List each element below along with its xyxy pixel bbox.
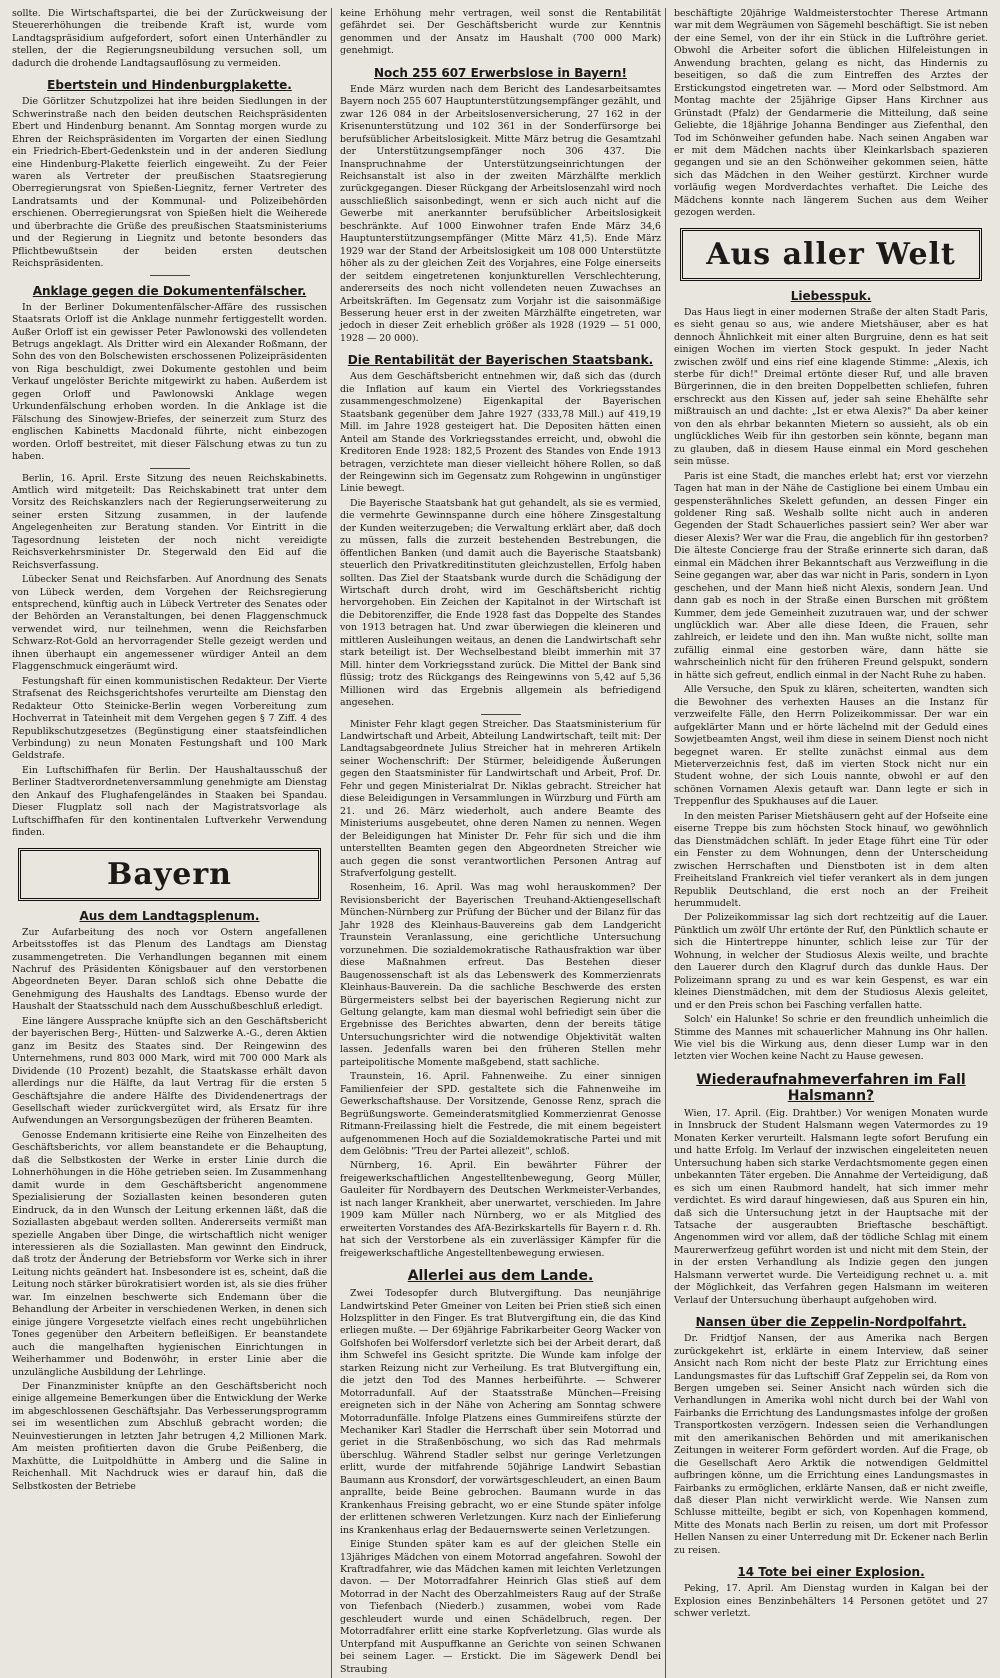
article-text: Berlin, 16. April. Erste Sitzung des neuen Reichskabinetts. Amtlich wird mitgeteilt: Das Reichskabinett trat unter dem Vorsitz des Reichskanzlers nach der Regierungserweiterung zu seiner ersten Sitzung zusammen, in der laufende Angelegenheiten zur Beratung standen. Vor Eintritt in die Tagesordnung leisteten der noch nicht vereidigte Reichsverkehrsminister Dr. Stegerwald den Eid auf die Reichsverfassung. [12,472,327,571]
article-text: In den meisten Pariser Mietshäusern geht auf der Hofseite eine eiserne Treppe bis zum höchsten Stock hinauf, wo gewöhnlich das Dienstmädchen schläft. In jeder Etage führt eine Tür oder ein Fenster zu dem Wohnungen, denn der Unterscheidung zwischen Herrschaften und Dienstboten ist in dem alten Freiheitsland Frankreich viel tiefer verankert als in dem jungen Republik Deutschland, die erst noch an der Freiheit herummudelt. [674,810,988,909]
article-text: sollte. Die Wirtschaftspartei, die bei der Zurückweisung der Steuererhöhungen die treibende Kraft ist, wurde vom Landtagspräsidium aufgefordert, sofort einen Unterhändler zu stellen, der die Regierungsneubildung versuchen soll, um dadurch die drohende Landtagsauflösung zu vermeiden. [12,8,327,69]
article-text: Zur Aufarbeitung des noch vor Ostern angefallenen Arbeitsstoffes ist das Plenum des Landtags am Dienstag zusammengetreten. Die Verhandlungen begannen mit einem Nachruf des Präsidenten Königsbauer auf den verstorbenen Abgeordneten Beyer. Daran schloß sich ohne Debatte die Genehmigung des Haushalts des Landtags. Ebenso wurde der Haushalt der Staatsschuld nach dem Ausschußbeschluß erledigt. [12,926,327,1013]
article-text: Ein Luftschiffhafen für Berlin. Der Haushaltausschuß der Berliner Stadtverordnetenversammlung genehmigte am Dienstag den Ankauf des Flughafengeländes in Staaken bei Spandau. Dieser Flugplatz soll nach der Magistratsvorlage als Luftschiffhafen für den kontinentalen Luftverkehr Verwendung finden. [12,764,327,839]
headline-halsmann: Wiederaufnahmeverfahren im Fall Halsmann? [696,1071,966,1104]
article-text: Rosenheim, 16. April. Was mag wohl herauskommen? Der Revisionsbericht der Bayerischen Treuhand-Aktiengesellschaft München-Nürnberg zur Prüfung der Bücher und der Bilanz für das Jahr 1928 des Kleinhaus-Bauvereins gab dem Landgericht Traunstein Veranlassung, eine gerichtliche Untersuchung vorzunehmen. Die sozialdemokratische Rathausfraktion war über diese Maßnahmen erfreut. Das Bestehen dieser Baugenossenschaft ist als das Lebenswerk des Kommerzienrats Kleinhaus-Bauverein. Da die sachliche Beschwerde des ersten Bürgermeisters selbst bei der bayerischen Regierung nicht zur Geltung gelangte, kam man diesmal wohl befriedigt sein über die Ergebnisse des Berichtes abwarten, denn der bereits tätige Untersuchungsrichter wird die notwendige Objektivität walten lassen. Jedenfalls waren bei den früheren Stellen mehr parteipolitische Momente maßgebend, statt sachliche. [340,882,661,1068]
headline-nansen: Nansen über die Zeppelin-Nordpolfahrt. [695,1315,967,1330]
column-middle [336,8,666,1678]
article-text: Alle Versuche, den Spuk zu klären, scheiterten, wandten sich die Bewohner des verhexten Hauses an die Instanz für verzweifelte Fälle, den Herrn Polizeikommissar. Der war ein aufgeklärter Mann und er hörte lächelnd mit der Geduld eines Sowjetbeamten Angst, weil ihm diese in seinem Dienst noch nicht begegnet waren. Er stellte zunächst einmal aus dem Mieterverzeichnis fest, daß im vierten Stock nicht nur ein Student wohne, der sich Louis nannte, obwohl er auf den schönen Vornamen Alexis getauft war. Dann legte er sich in Treppenflur des Spukhauses auf die Lauer. [674,684,988,808]
headline-ebert: Ebertstein und Hindenburgplakette. [47,78,292,93]
divider [481,714,521,715]
article-text: Die Görlitzer Schutzpolizei hat ihre beiden Siedlungen in der Schwerinstraße nach den beiden deutschen Reichspräsidenten Ebert und Hindenburg benannt. Am Sonntag morgen wurde zu Ehren der Reichspräsidenten im Vorgarten der einen Siedlung ein Friedrich-Ebert-Gedenkstein und in der anderen Siedlung eine Hindenburg-Plakette feierlich eingeweiht. Zu der Feier waren als Vertreter der preußischen Staatsregierung Oberregierungsrat von Spießen-Liegnitz, ferner Vertreter des Landratsamts und der Kommunal- und Polizeibehörden erschienen. Oberregierungsrat von Spießen hielt die Weiherede und überbrachte die Grüße des preußischen Staatsministeriums und der Regierung in Liegnitz und betonte besonders das Pflichtbewußtsein der beiden ersten deutschen Reichspräsidenten. [12,96,327,270]
article-text: Wien, 17. April. (Eig. Drahtber.) Vor wenigen Monaten wurde in Innsbruck der Student Halsmann wegen Vatermordes zu 19 Monaten Kerker verurteilt. Halsmann legte sofort Berufung ein und hatte Erfolg. Im Verlauf der inzwischen eingeleiteten neuen Untersuchung haben sich starke Verdachtsmomente gegen einen unbekannten Täter ergeben. Die Annahme der Verteidigung, daß es sich um einen Raubmord handelt, hat sich immer mehr verdichtet. Es wird darauf hingewiesen, daß aus Spuren ein hin, daß sich die Untersuchung jetzt in der Hauptsache mit der Tatsache der ausgeraubten Brieftasche beschäftigt. Angenommen wird vor allem, daß der tödliche Schlag mit einem Maurerwerfzeug geführt worden ist und nicht mit dem Stein, der in der ersten Verhandlung als Indizie gegen den jungen Halsmann verwertet wurde. Die Verteidigung rechnet u. a. mit der Möglichkeit, das Verfahren gegen Halsmann im weiteren Verlauf der Untersuchung überhaupt aufgehoben wird. [674,1107,988,1306]
article-text: Lübecker Senat und Reichsfarben. Auf Anordnung des Senats von Lübeck werden, dem Vorgehen der Reichsregierung entsprechend, künftig auch in Lübeck Vertreter des Senates oder der Behörden an Veranstaltungen, bei denen Flaggenschmuck verwendet wird, nur teilnehmen, wenn die Reichsfarben Schwarz-Rot-Gold an hervorragender Stelle gezeigt werden und ihnen überhaupt ein angemessener würdiger Anteil an dem Flaggenschmuck eingeräumt wird. [12,574,327,673]
article-text: In der Berliner Dokumentenfälscher-Affäre des russischen Staatsrats Orloff ist die Anklage nunmehr fertiggestellt worden. Außer Orloff ist ein gewisser Peter Pawlonowski des vollendeten Betrugs angeklagt. Als Dritter wird ein Alexander Roßmann, der Sohn des von den Bolschewisten erschossenen Polizeipräsidenten von Riga beschuldigt, zwei Dokumente gestohlen und beim Verkauf ungelöster Berichte mitgewirkt zu haben. Außerdem ist gegen Orloff und Pawlonowski Anklage wegen Urkundenfälschung erhoben worden. In die Anklage ist die Fälschung des Sinowjew-Briefes, der seinerzeit zum Sturz des englischen Kabinetts Macdonald führte, nicht einbezogen worden. Orloff bestreitet, mit dieser Fälschung etwas zu tun zu haben. [12,301,327,463]
article-text: Der Finanzminister knüpfte an den Geschäftsbericht noch einige allgemeine Bemerkungen über die Entwicklung der Werke im abgeschlossenen Geschäftsjahr. Das Verbesserungsprogramm sei im wesentlichen zum Abschluß gebracht worden; die Neuinvestierungen in letzten Jahr betrugen 4,2 Millionen Mark. Am meisten profitierten davon die Grube Peißenberg, die Maxhütte, die Luitpoldhütte in Amberg und die Saline in Reichenhall. Mit Nachdruck wies er darauf hin, daß die Selbstkosten der Betriebe [12,1380,327,1492]
column-right [670,8,992,1678]
section-banner-bayern: Bayern [18,848,321,901]
article-text: Der Polizeikommissar lag sich dort rechtzeitig auf die Lauer. Pünktlich um zwölf Uhr ertönte der Ruf, den Pünktlich schaute er sich die Hintertreppe hinunter, schlich leise zur Tür der Wohnung, in welcher der Studiosus Alexis weilte, und brachte den Lauerer durch den Klagruf durch das dunkle Haus. Der Polizeimann sprang zu und es war kein Gespenst, es war ein kleines Dienstmädchen, mit dem der Studiosus Alexis geleitet, und er den Preis schon bei Fasching verfallen hatte. [674,912,988,1011]
article-text: Aus dem Geschäftsbericht entnehmen wir, daß sich das (durch die Inflation auf kaum ein Viertel des Vorkriegsstandes zusammengeschmolzene) Eigenkapital der Bayerischen Staatsbank gegenüber dem Jahre 1927 (333,78 Mill.) auf 419,19 Mill. im Jahre 1928 gesteigert hat. Die Depositen hätten einen Anteil am Stande des Vorkriegsstandes erreicht, und, obwohl die Kreditoren Ende 1928: 182,5 Prozent des Standes von Ende 1913 betragen, verzichtete man dieser vielleicht höhere Rollen, so daß der Reingewinn sich im Gegensatz zum Rohgewinn in ungünstiger Linie bewegt. [340,371,661,495]
column-left [8,8,332,1678]
divider [150,468,190,469]
article-text: Paris ist eine Stadt, die manches erlebt hat; erst vor vierzehn Tagen hat man in der Nähe de Castiglione bei einem Umbau ein gespensterähnliches Skelett gefunden, an dessen Finger ein goldener Ring saß. Weshalb sollte nicht auch in anderen Gegenden der Stadt Schauerliches passiert sein? Wer aber war dieser Alexis? Wer war die Frau, die angeblich für ihn gestorben? Die älteste Concierge frau der Straße erinnerte sich daran, daß einmal ein Mädchen ihrer Bekanntschaft aus Verzweiflung in die Seine gegangen war, aber das war nicht in Paris, sondern in Lyon geschehen, und der Mann hieß nicht Alexis, sondern Jean. Und dann gab es noch in der Straße einen Burschen mit größtem Kummer, dem jede Gemeinheit zuzutrauen war, und der schwer unglücklich war. Aber alle diese Ideen, die Frauen, sehr zahlreich, er leidete und den ihn. Man wußte nicht, sollte man zufällig einmal eine gestorben wäre, dann hätte sie wahrscheinlich nicht für den früheren Freund gelspukt, sondern in hätte sich gefreut, endlich einmal in der Nacht Ruhe zu haben. [674,470,988,681]
article-text: Die Bayerische Staatsbank hat gut gehandelt, als sie es vermied, die vermehrte Gewinnspanne durch eine höhere Zinsgestaltung der Kunden weiterzugeben; die Verwaltung erklärt aber, daß doch zu müssen, falls die zurzeit bestehenden Bestrebungen, die öffentlichen Banken (und damit auch die Bayerische Staatsbank) steuerlich den Privatkreditinstituten gleichzustellen, Erfolg haben sollten. Das Ziel der Staatsbank wurde durch die Schädigung der Wirtschaft durch droht, wird im Geschäftsbericht richtig hervorgehoben. Ein Zeichen der Kapitalnot in der Wirtschaft ist die Debitorenziffer, die Ende 1928 fast das Doppelte des Standes von 1913 betragen hat. Und zwar überwiegen die kleineren und mittleren Ausleihungen weitaus, an denen die Landwirtschaft sehr stark beteiligt ist. Der Wechselbestand bleibt immerhin mit 37 Mill. hinter dem Vorkriegsstand zurück. Die Mittel der Bank sind flüssig; trotz des Rückgangs des Reingewinns von 5,42 auf 5,36 Millionen wird das Ergebnis allgemein als befriedigend angesehen. [340,497,661,709]
newspaper-page [8,8,992,1675]
article-text: Einige Stunden später kam es auf der gleichen Stelle ein 13jähriges Mädchen von einem Motorrad angefahren. Sowohl der Kraftradfahrer, wie das Mädchen kamen mit leichten Verletzungen davon. — Der Motorradfahrer Heinrich Glas stieß auf dem Motorrad in der Nacht des Oberzahlmeisters Raug auf der Straße von Tiefenbach (Niederb.) zusammen, wobei vom Rade geschleudert wurde und einen Schädelbruch, regen. Der Motorradfahrer erlitt eine starke Kopfverletzung. Glas wurde als Unterpfand mit Auspuffkanne an Gerichte von seinen Schwanen bei seinem Lager. — Erstickt. Die im Sägewerk Dendl bei Straubing [340,1539,661,1675]
headline-liebesspuk: Liebesspuk. [790,288,872,303]
article-text: Genosse Endemann kritisierte eine Reihe von Einzelheiten des Geschäftsberichts, vor allem beanstandete er die Behauptung, daß die Selbstkosten der Werke in erster Linie durch die Lohnerhöhungen in die Höhe getrieben seien. Im Zusammenhang damit wurde in dem Geschäftsbericht angenommene Spezialisierung der Soziallasten keinen besonderen guten Eindruck, da in den Wunsch der Leitung erkennen läßt, daß die Soziallasten abgebaut werden sollten. Andererseits vermißt man spezielle Angaben über Dinge, die wirtschaftlich nicht weniger interessieren als die Soziallasten. Man gewinnt den Eindruck, daß trotz der Änderung der Betriebsform vor Werke sich in ihrer Leitung nichts geändert hat. Insbesondere ist es, scheint, daß die Leitung noch stärker bürokratisiert worden ist, als sie dies früher war. Im einzelnen beschwerte sich Endemann über die Behandlung der Arbeiter in verschiedenen Werken, in denen sich einige jüngere Vorgesetzte vielfach eines recht ungebührlichen Tones gegenüber den Arbeitern befleißigen. Er beanstandete auch die mangelhaften hygienischen Einrichtungen in Weiherhammer und Bodenwöhr, in erster Linie aber die unzulängliche Ausbildung der Lehrlinge. [12,1129,327,1378]
headline-allerlei: Allerlei aus dem Lande. [407,1268,594,1285]
article-text: Ende März wurden nach dem Bericht des Landesarbeitsamtes Bayern noch 255 607 Hauptunterstützungsempfänger gezählt, und zwar 126 084 in der Arbeitslosenversicherung, 27 162 in der Krisenunterstützung und 102 361 in der Sonderfürsorge bei berufsüblicher Arbeitslosigkeit. Mitte März betrug die Gesamtzahl der Unterstützungsempfänger noch 306 437. Die Inanspruchnahme der Unterstützungseinrichtungen der Reichsanstalt ist also in der zweiten Märzhälfte merklich zurückgegangen. Dieser Rückgang der Arbeitslosenzahl wird noch ausschließlich saisonbedingt, wenn er sich auch nicht auf die Gewerbe mit anerkannter berufsüblicher Arbeitslosigkeit beschränkte. Auf 1000 Einwohner trafen Ende März 34,6 Hauptunterstützungsempfänger (Mitte März 41,5). Ende März 1929 war der Stand der Arbeitslosigkeit um 108 000 Unterstützte höher als zu der gleichen Zeit des Vorjahres, eine Folge einerseits der seitdem eingetretenen konjunkturellen Verschlechterung, andererseits des noch nicht vollendeten neuen Zuwachses an Arbeitskräften. Im Gegensatz zum Vorjahr ist die saisonmäßige Besserung heuer erst in der zweiten Märzhälfte eingetreten, war jedoch in dieser Zeit erheblich größer als 1928 (1929 — 51 000, 1928 — 20 000). [340,83,661,344]
article-text: Dr. Fridtjof Nansen, der aus Amerika nach Bergen zurückgekehrt ist, erklärte in einem Interview, daß seiner Ansicht nach Rom nicht der beste Platz zur Errichtung eines Landungsmastes für das Luftschiff Graf Zeppelin sei, da Rom von Bergen umgeben sei. Seiner Ansicht nach würden sich die Verhandlungen in Amerika wohl nicht durch bei der Wahl von Fairbanks die Errichtung des Landungsmastes infolge der großen Transportkosten verzögern. Indessen seien die Verhandlungen mit den amerikanischen Behörden und mit amerikanischen Zeitungen in weiterer Form gefördert worden. Auf die Frage, ob die Gesellschaft Aero Arktik die notwendigen Geldmittel aufbringen könne, um die Errichtung eines Landungsmastes in Fairbanks zu ermöglichen, erklärte Nansen, daß er nicht zweifle, daß dieser Plan nicht verwirklicht werde. Wie Nansen zum Schlusse mitteilte, begibt er sich, von Kopenhagen kommend, Mitte des Monats nach Berlin zu reisen, um dort mit Professor Hellen Nansen zu einer Unterredung mit Dr. Eckener nach Berlin zu reisen. [674,1333,988,1556]
divider [150,275,190,276]
article-text: Solch' ein Halunke! So schrie er den freundlich unheimlich die Stimme des Mannes mit schauerlicher Mahnung ins Ohr hallen. Wie viel bis die Wirkung aus, denn dieser Lump war in den letzten vier Wochen keine Nacht zu Hause gewesen. [674,1014,988,1063]
section-banner-aus-aller-welt: Aus aller Welt [680,228,982,281]
article-text: Minister Fehr klagt gegen Streicher. Das Staatsministerium für Landwirtschaft und Arbeit, Abteilung Landwirtschaft, teilt mit: Der Landtagsabgeordnete Julius Streicher hat in mehreren Artikeln seiner Wochenschrift: Der Stürmer, beleidigende Äußerungen gegen den Staatsminister für Landwirtschaft und Arbeit, Prof. Dr. Fehr und gegen Ministerialrat Dr. Niklas gebracht. Streicher hat diese Beleidigungen in Versammlungen in Würzburg und Fürth am 21. und 26. März wiederholt, auch andere Beamte des Ministeriums ausgebeutet, ohne deren Namen zu nennen. Wegen der Beleidigungen hat Minister Dr. Fehr für sich und die ihm unterstellten Beamten gegen den Abgeordneten Streicher wie auch gegen die sonst verantwortlichen Personen Antrag auf Strafverfolgung gestellt. [340,718,661,879]
headline-peking: 14 Tote bei einer Explosion. [737,1565,925,1580]
article-text: Das Haus liegt in einer modernen Straße der alten Stadt Paris, es sieht genau so aus, wie andere Mietshäuser, aber es hat dennoch Ähnlichkeit mit einer alten Burgruine, denn es hat seit einigen Wochen im vierten Stock gespukt. In jeder Nacht zwischen zwölf und eins rief eine klagende Stimme: „Alexis, ich sterbe für dich!" Dreimal ertönte dieser Ruf, und alle braven Bürgerinnen, die in den breiten Doppelbetten schliefen, fuhren erschreckt aus den Kissen auf, jeder sah seine Ehehälfte sehr mißtrauisch an und dachte: „Ist er etwa Alexis?" Da aber keiner von den als ehrbar bekannten Mietern so aussieht, als ob ein unglückliches Weib für ihn gestorben sein könnte, begann man zu glauben, daß in diesem Hause einmal ein Mord geschehen sein müsse. [674,306,988,468]
article-text: Peking, 17. April. Am Dienstag wurden in Kalgan bei der Explosion eines Benzinbehälters 14 Personen getötet und 27 schwer verletzt. [674,1583,988,1620]
article-text: Traunstein, 16. April. Fahnenweihe. Zu einer sinnigen Familienfeier der SPD. gestaltete sich die Fahnenweihe im Gewerkschaftshause. Der Vorsitzende, Genosse Renz, sprach die Begrüßungsworte. Gemeinderatsmitglied Kommerzienrat Genosse Ritmann-Freilassing hielt die Festrede, die mit einem begeistert aufgenommenen Hoch auf die Sozialdemokratische Partei und mit dem Gelöbnis: "Treu der Partei allezeit", schloß. [340,1071,661,1157]
headline-anklage: Anklage gegen die Dokumentenfälscher. [32,283,307,298]
article-text: Zwei Todesopfer durch Blutvergiftung. Das neunjährige Landwirtskind Peter Gmeiner von Leiten bei Prien stieß sich einen Holzsplitter in den Finger. Es trat Blutvergiftung ein, die das Kind erliegen mußte. — Der 69jährige Fabrikarbeiter Georg Wacker von Golfshofen bei Wolfersdorf verletzte sich bei der Arbeit derart, daß ihm Schwefel ins Gesicht spritzte. Die Wunde kam infolge der starken Reizung nicht zur Verheilung. Es trat Blutvergiftung ein, die jetzt den Tod des Mannes herbeiführte. — Schwerer Motorradunfall. Auf der Staatsstraße München—Freising ereigneten sich in der Nähe von Achering am Sonntag schwere Motorradunfälle. Infolge Platzens eines Gummireifens stürzte der Mechaniker Karl Stadler die Herrschaft über sein Motorrad und geriet in die Straßenböschung, wo sich das Rad mehrmals überschlug. Während Stadler selbst nur geringe Verletzungen erlitt, wurde der mitfahrende 50jährige Landwirt Sebastian Baumann aus Kronsdorf, der vorwärtsgeschleudert, an einen Baum anprallte, beide Beine gebrochen. Baumann wurde in das Krankenhaus Freising gebracht, wo er eine Stunde später infolge der erlittenen schweren Verletzungen. Kurz nach der Einlieferung ins Krankenhaus erlag der Bedauernswerte seinen Verletzungen. [340,1288,661,1536]
article-text: Nürnberg, 16. April. Ein bewährter Führer der freigewerkschaftlichen Angestelltenbewegung, Georg Müller, Gauleiter für Nordbayern des Deutschen Werkmeister-Verbandes, ist nach langer Krankheit, aber unerwartet, verschieden. Im Jahre 1909 kam Müller nach Nürnberg, wo er als Mitglied des erweiterten Vorstandes des AfA-Bezirkskartells für Bayern r. d. Rh. hat sich der Verstorbene als ein zuverlässiger Kämpfer für die freigewerkschaftliche Angestelltenbewegung erwiesen. [340,1160,661,1259]
article-text: beschäftigte 20jährige Waldmeisterstochter Therese Artmann war mit dem Wegräumen von Sägemehl beschäftigt. Sie ist neben der eine Semel, von der ihr ein Stück in die Luftröhre geriet. Obwohl die Arbeiter sofort die üblichen Hilfeleistungen in Anwendung brachten, gelang es nicht, das Hindernis zu beseitigen, so daß die zum Eintreffen des Arztes der Erstickungstod eingetreten war. — Mord oder Selbstmord. Am Montag machte der 25jährige Gipser Hans Kirchner aus Grünstadt (Pfalz) der Gendarmerie die Mitteilung, daß seine Geliebte, die 18jährige Johanna Bendinger aus Ziefenthal, den Tod im Schönweiher gefunden habe. Nach seinen Angaben war er mit dem Mädchen nachts über Kleinkarlsbach spazieren gegangen und sie an den Schönweiher gekommen seien, hätte sich das Mädchen in den Weiher gestürzt. Kirchner wurde vorläufig wegen Mordverdachtes verhaftet. Die Leiche des Mädchens konnte nach längerem Suchen aus dem Weiher gezogen werden. [674,8,988,219]
headline-staatsbank: Die Rentabilität der Bayerischen Staatsbank. [347,353,654,368]
headline-landtag: Aus dem Landtagsplenum. [79,908,260,923]
article-text: Eine längere Aussprache knüpfte sich an den Geschäftsbericht der bayerischen Berg-, Hütten- und Salzwerke A.-G., deren Aktien ganz im Besitz des Staates sind. Der Reingewinn des Unternehmens, rund 803 000 Mark, wird mit 700 000 Mark als Dividende (10 Prozent) bezahlt, die Staatskasse erhält davon allerdings nur die Hälfte, da laut Vertrag für die ersten 5 Geschäftsjahre die andere Hälfte des Dividendenertrags der Gesellschaft wieder zurückvergütet wird, als Ersatz für ihre Aufwendungen an Versorgungsbezügen der früheren Beamten. [12,1015,327,1127]
article-text: Festungshaft für einen kommunistischen Redakteur. Der Vierte Strafsenat des Reichsgerichtshofes verurteilte am Dienstag den Redakteur Otto Steinicke-Berlin wegen Vorbereitung zum Hochverrat in Tateinheit mit dem Vergehen gegen § 7 Ziff. 4 des Republikschutzgesetzes (Begünstigung einer staatsfeindlichen Verbindung) zu neun Monaten Festungshaft und 100 Mark Geldstrafe. [12,675,327,762]
headline-erwerbslose: Noch 255 607 Erwerbslose in Bayern! [374,65,627,80]
article-text: keine Erhöhung mehr vertragen, weil sonst die Rentabilität gefährdet sei. Der Geschäftsbericht wurde zur Kenntnis genommen und der Ansatz im Haushalt (700 000 Mark) genehmigt. [340,8,661,57]
